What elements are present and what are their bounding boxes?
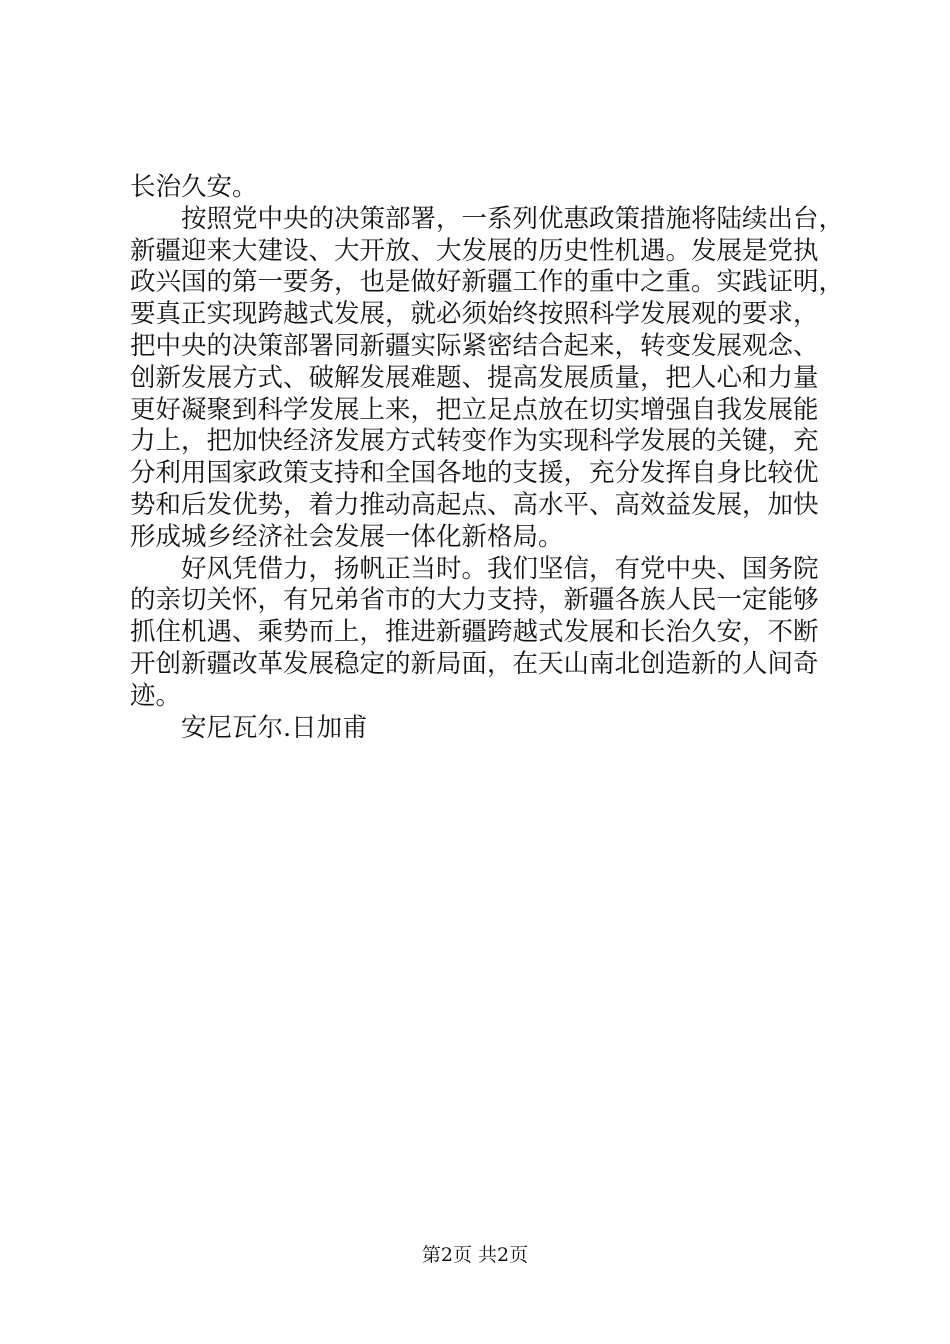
text-line: 力上，把加快经济发展方式转变作为实现科学发展的关键，充 bbox=[130, 426, 819, 457]
text-line: 长治久安。 bbox=[130, 172, 258, 202]
text-line: 创新发展方式、破解发展难题、提高发展质量，把人心和力量 bbox=[130, 362, 819, 393]
text-line: 开创新疆改革发展稳定的新局面，在天山南北创造新的人间奇 bbox=[130, 648, 819, 679]
text-line: 新疆迎来大建设、大开放、大发展的历史性机遇。发展是党执 bbox=[130, 235, 819, 266]
text-line: 把中央的决策部署同新疆实际紧密结合起来，转变发展观念、 bbox=[130, 330, 819, 361]
author-signature: 安尼瓦尔.日加甫 bbox=[181, 712, 368, 743]
text-line: 要真正实现跨越式发展，就必须始终按照科学发展观的要求， bbox=[130, 299, 819, 330]
text-line: 更好凝聚到科学发展上来，把立足点放在切实增强自我发展能 bbox=[130, 394, 819, 425]
text-line: 迹。 bbox=[130, 680, 182, 711]
text-line: 分利用国家政策支持和全国各地的支援，充分发挥自身比较优 bbox=[130, 458, 819, 489]
text-line: 势和后发优势，着力推动高起点、高水平、高效益发展，加快 bbox=[130, 489, 819, 520]
text-line: 的亲切关怀，有兄弟省市的大力支持，新疆各族人民一定能够 bbox=[130, 585, 819, 616]
page-number-footer: 第2页 共2页 bbox=[421, 1244, 529, 1266]
text-line: 抓住机遇、乘势而上，推进新疆跨越式发展和长治久安，不断 bbox=[130, 617, 819, 648]
paragraph-first-line: 按照党中央的决策部署，一系列优惠政策措施将陆续出台， bbox=[181, 203, 845, 234]
text-line: 形成城乡经济社会发展一体化新格局。 bbox=[130, 521, 564, 552]
text-line: 政兴国的第一要务，也是做好新疆工作的重中之重。实践证明， bbox=[130, 267, 845, 298]
document-body bbox=[130, 172, 845, 744]
paragraph-first-line: 好风凭借力，扬帆正当时。我们坚信，有党中央、国务院 bbox=[181, 553, 819, 584]
